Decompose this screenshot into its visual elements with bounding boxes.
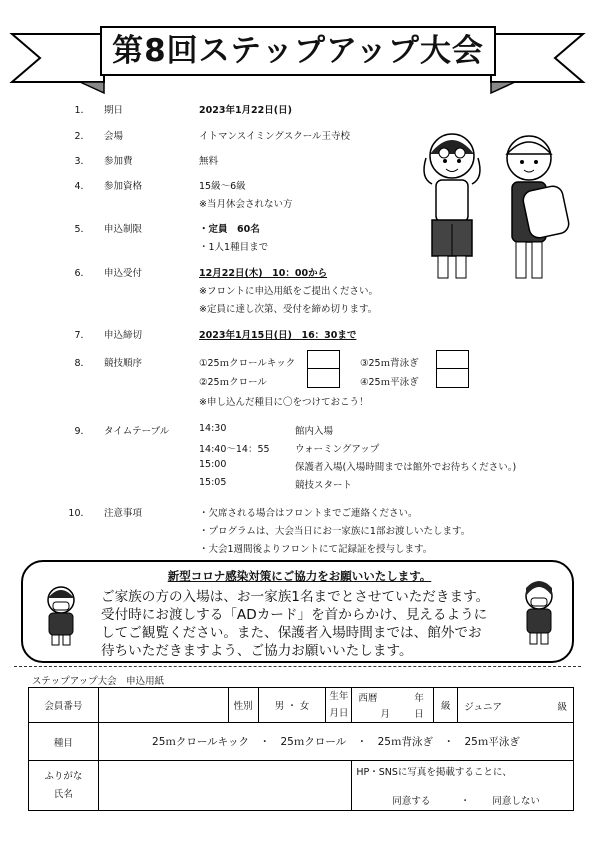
photo-consent-field[interactable]: HP・SNSに写真を掲載することに、 同意する ・ 同意しない — [352, 761, 574, 811]
item-label-fee: 参加費 — [104, 156, 133, 167]
notice-body — [101, 588, 499, 660]
event-2: ②25ｍクロール — [199, 377, 267, 388]
agree-option[interactable]: 同意する — [392, 796, 431, 807]
event-check-box-left — [307, 350, 340, 388]
item-label-deadline: 申込締切 — [104, 330, 143, 341]
item-number: 5． — [74, 224, 90, 235]
item-number: 7． — [74, 330, 90, 341]
name-label: ふりがな 氏名 — [29, 761, 99, 811]
item-number: 4． — [74, 181, 90, 192]
event-1: ①25ｍクロールキック — [199, 358, 296, 369]
schedule-time: 15:05 — [199, 477, 227, 488]
item-label-timetable: タイムテーブル — [104, 426, 170, 437]
item-label-date: 期日 — [104, 105, 124, 116]
dob-field[interactable]: 西暦 年 月 日 — [352, 688, 434, 723]
item-value-deadline: 2023年1月15日(日) 16：30まで — [199, 330, 357, 341]
notice-line: ご家族の方の入場は、お一家族1名までとさせていただきます。 — [101, 589, 490, 605]
gender-options[interactable]: 男 ・ 女 — [258, 688, 326, 723]
item-number: 10． — [68, 508, 90, 519]
schedule-time: 14:30 — [199, 423, 227, 434]
swimmer-kids-illustration — [414, 128, 574, 288]
masked-child-left-illustration — [39, 584, 83, 646]
item-value-fee: 無料 — [199, 156, 219, 167]
schedule-time: 15:00 — [199, 459, 227, 470]
event-check-box-right — [436, 350, 469, 388]
note-line: ・大会1週間後よりフロントにて記録証を授与します。 — [199, 544, 433, 555]
event-options[interactable]: 25ｍクロールキック ・ 25ｍクロール ・ 25ｍ背泳ぎ ・ 25ｍ平泳ぎ — [98, 723, 573, 761]
item-number: 6． — [74, 268, 90, 279]
notice-title: 新型コロナ感染対策にご協力をお願いいたします。 — [167, 569, 432, 583]
item-label-order: 競技順序 — [104, 358, 143, 369]
schedule-text: 保護者入場(入場時間までは館外でお待ちください。) — [295, 462, 517, 473]
item-number: 1． — [74, 105, 90, 116]
item-value-venue: イトマンスイミングスクール王寺校 — [199, 131, 351, 142]
item-label-reception: 申込受付 — [104, 268, 143, 279]
schedule-text: 競技スタート — [295, 480, 353, 491]
gender-label: 性別 — [228, 688, 258, 723]
item-note: ・1人1種目まで — [199, 242, 269, 253]
disagree-option[interactable]: 同意しない — [492, 796, 540, 807]
schedule-text: 館内入場 — [295, 426, 334, 437]
item-note: ※定員に達し次第、受付を締め切ります。 — [199, 304, 378, 315]
note-line: ・欠席される場合はフロントまでご連絡ください。 — [199, 508, 418, 519]
covid-notice-box — [21, 560, 574, 663]
schedule-text: ウォーミングアップ — [295, 444, 380, 455]
event-label: 種目 — [29, 723, 99, 761]
item-number: 2． — [74, 131, 90, 142]
item-number: 9． — [74, 426, 90, 437]
member-no-label: 会員番号 — [29, 688, 99, 723]
item-value-reception: 12月22日(木) 10：00から — [199, 268, 328, 279]
item-note: ※当月休会されない方 — [199, 199, 293, 210]
item-label-venue: 会場 — [104, 131, 124, 142]
notice-line: してご観覧ください。また、保護者入場時間までは、館外でお — [101, 625, 482, 641]
item-value-limit: ・定員 60名 — [199, 224, 260, 235]
member-no-field[interactable] — [98, 688, 228, 723]
cut-line — [14, 666, 581, 667]
note-line: ・プログラムは、大会当日にお一家族に1部お渡しいたします。 — [199, 526, 471, 537]
notice-line: 待ちいただきますよう、ご協力お願いいたします。 — [101, 643, 413, 659]
event-4: ④25ｍ平泳ぎ — [360, 377, 419, 388]
item-number: 8． — [74, 358, 90, 369]
application-form — [28, 687, 574, 811]
form-heading: ステップアップ大会 申込用紙 — [32, 676, 165, 687]
item-label-eligibility: 参加資格 — [104, 181, 143, 192]
item-number: 3． — [74, 156, 90, 167]
notice-line: 受付時にお渡しする「ADカード」を首からかけ、見えるように — [101, 607, 488, 623]
item-label-notes: 注意事項 — [104, 508, 143, 519]
event-3: ③25ｍ背泳ぎ — [360, 358, 419, 369]
item-label-limit: 申込制限 — [104, 224, 143, 235]
item-note: ※フロントに申込用紙をご提出ください。 — [199, 286, 378, 297]
name-field[interactable] — [98, 761, 352, 811]
class-label: 級 — [434, 688, 458, 723]
page-title: 第8回ステップアップ大会 — [100, 26, 496, 76]
dob-label: 生年 月日 — [326, 688, 352, 723]
junior-class-field[interactable]: ジュニア 級 — [458, 688, 574, 723]
schedule-time: 14:40～14：55 — [199, 444, 270, 455]
masked-child-right-illustration — [517, 580, 561, 646]
item-value-eligibility: 15級～6級 — [199, 181, 246, 192]
item-value-date: 2023年1月22日(日) — [199, 105, 292, 116]
item-note: ※申し込んだ種目に〇をつけておこう！ — [199, 397, 369, 408]
